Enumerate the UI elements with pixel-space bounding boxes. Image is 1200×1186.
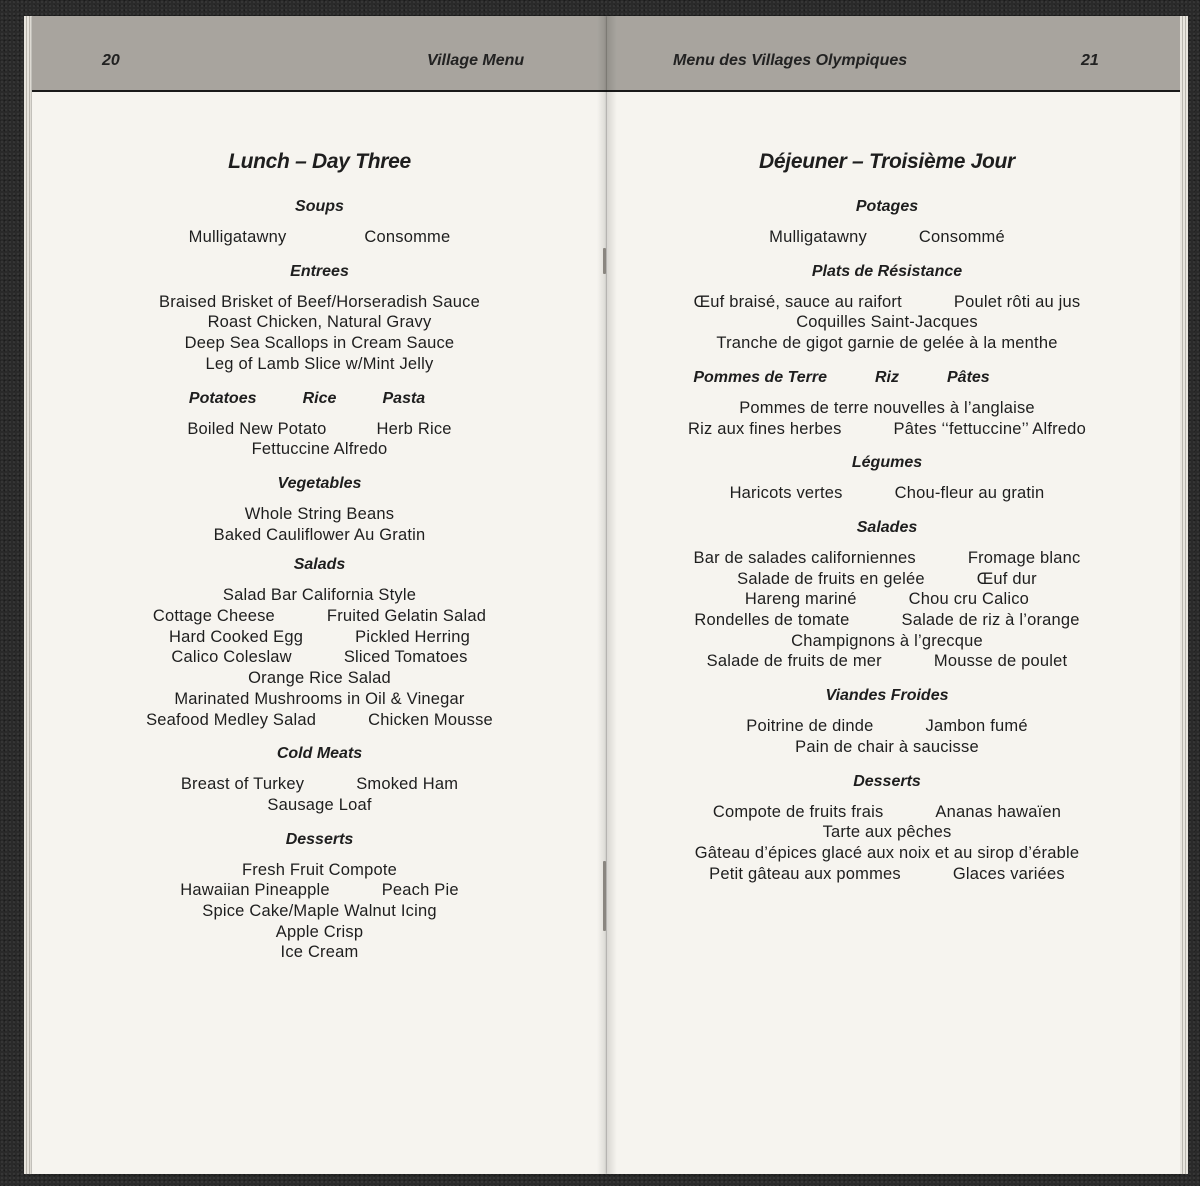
left-soups-section xyxy=(32,198,607,248)
right-starches-section xyxy=(607,369,1167,439)
menu-item: Salad Bar California Style xyxy=(222,586,417,605)
left-salads-row xyxy=(32,627,607,648)
menu-item: Calico Coleslaw xyxy=(171,648,292,667)
menu-item: Consomme xyxy=(364,228,451,246)
menu-item: Hawaiian Pineapple xyxy=(180,881,330,900)
menu-item: Champignons à l’grecque xyxy=(791,631,983,650)
left-menu-title: Lunch – Day Three xyxy=(228,150,411,173)
left-starches-section xyxy=(32,390,607,460)
menu-item: Petit gâteau aux pommes xyxy=(709,864,901,883)
menu-item: Sausage Loaf xyxy=(267,795,372,814)
left-cold-meats-row xyxy=(32,774,607,795)
left-cold-meats-section xyxy=(32,745,607,815)
left-soups-row xyxy=(32,227,607,248)
right-starches-row xyxy=(607,419,1167,440)
menu-item: Chou-fleur au gratin xyxy=(894,484,1045,503)
menu-item: Pâtes ‘‘fettuccine’’ Alfredo xyxy=(893,419,1086,438)
staple-top xyxy=(603,248,606,274)
right-soups-row xyxy=(607,227,1167,248)
page-edges-right xyxy=(1180,16,1188,1174)
menu-item: Pickled Herring xyxy=(355,627,471,646)
right-entrees-heading: Plats de Résistance xyxy=(811,262,963,280)
left-menu-column xyxy=(32,150,607,978)
menu-item: Mulligatawny xyxy=(769,228,867,246)
right-desserts-row xyxy=(607,802,1167,823)
menu-item: Roast Chicken, Natural Gravy xyxy=(207,313,432,332)
menu-item: Fresh Fruit Compote xyxy=(241,860,398,879)
menu-item: Hard Cooked Egg xyxy=(168,627,304,646)
potatoes-heading: Potatoes xyxy=(188,389,257,407)
pasta-heading: Pasta xyxy=(382,389,426,407)
menu-item: Whole String Beans xyxy=(244,504,395,523)
left-vegetables-section xyxy=(32,475,607,545)
menu-item: Pommes de terre nouvelles à l’anglaise xyxy=(739,398,1035,417)
menu-item: Hareng mariné xyxy=(744,590,857,609)
staple-bottom xyxy=(603,861,606,931)
left-page-header xyxy=(32,16,607,92)
potatoes-heading: Pommes de Terre xyxy=(693,368,827,386)
right-vegetables-row xyxy=(607,483,1167,504)
right-vegetables-section xyxy=(607,454,1167,504)
menu-item: Poitrine de dinde xyxy=(746,717,874,736)
right-salads-heading: Salades xyxy=(856,518,918,536)
menu-item: Orange Rice Salad xyxy=(248,669,391,688)
menu-item: Rondelles de tomate xyxy=(694,611,850,630)
menu-item: Gâteau d’épices glacé aux noix et au sirop d’érable xyxy=(694,843,1080,862)
left-desserts-section xyxy=(32,831,607,964)
menu-item: Breast of Turkey xyxy=(180,775,305,794)
left-desserts-heading: Desserts xyxy=(285,830,354,848)
right-running-title: Menu des Villages Olympiques xyxy=(673,52,908,69)
menu-item: Ice Cream xyxy=(280,943,359,962)
menu-item: Salade de fruits de mer xyxy=(706,652,882,671)
menu-item: Smoked Ham xyxy=(356,775,459,794)
menu-item: Cottage Cheese xyxy=(152,607,275,626)
menu-item: Tarte aux pêches xyxy=(822,823,952,842)
left-salads-row xyxy=(32,647,607,668)
right-salads-row xyxy=(607,548,1167,569)
menu-item: Boiled New Potato xyxy=(187,419,327,438)
right-desserts-section xyxy=(607,773,1167,885)
rice-heading: Rice xyxy=(302,389,337,407)
right-soups-section xyxy=(607,198,1167,248)
left-salads-row xyxy=(32,710,607,731)
right-salads-row xyxy=(607,651,1167,672)
right-desserts-row xyxy=(607,864,1167,885)
menu-booklet xyxy=(24,16,1182,1176)
right-entrees-section xyxy=(607,263,1167,354)
right-cold-meats-row xyxy=(607,716,1167,737)
right-salads-row xyxy=(607,610,1167,631)
menu-item: Spice Cake/Maple Walnut Icing xyxy=(202,902,437,921)
right-salads-row xyxy=(607,569,1167,590)
right-vegetables-heading: Légumes xyxy=(851,454,923,472)
menu-item: Sliced Tomatoes xyxy=(343,648,468,667)
left-entrees-heading: Entrees xyxy=(290,262,349,280)
right-starches-headings xyxy=(607,369,1167,387)
right-page xyxy=(607,16,1182,1174)
menu-item: Glaces variées xyxy=(952,864,1065,883)
left-soups-heading: Soups xyxy=(295,198,344,215)
menu-item: Œuf braisé, sauce au raifort xyxy=(693,292,902,311)
menu-item: Haricots vertes xyxy=(729,484,843,503)
right-page-number: 21 xyxy=(1081,52,1099,69)
menu-item: Fruited Gelatin Salad xyxy=(326,607,487,626)
right-cold-meats-section xyxy=(607,687,1167,757)
rice-heading: Riz xyxy=(875,368,899,386)
book-gutter xyxy=(597,16,617,1174)
left-starches-headings xyxy=(32,390,607,408)
menu-item: Chicken Mousse xyxy=(368,710,493,729)
menu-item: Coquilles Saint-Jacques xyxy=(796,313,978,332)
menu-item: Braised Brisket of Beef/Horseradish Sauce xyxy=(159,292,480,311)
right-soups-heading: Potages xyxy=(855,198,919,215)
menu-item: Consommé xyxy=(918,228,1005,246)
menu-item: Salade de fruits en gelée xyxy=(737,569,925,588)
menu-item: Seafood Medley Salad xyxy=(146,710,317,729)
menu-item: Apple Crisp xyxy=(275,922,364,941)
right-cold-meats-heading: Viandes Froides xyxy=(825,687,949,705)
menu-item: Riz aux fines herbes xyxy=(688,419,842,438)
left-starches-row xyxy=(32,419,607,440)
right-salads-row xyxy=(607,589,1167,610)
menu-item: Mulligatawny xyxy=(188,228,287,246)
menu-item: Compote de fruits frais xyxy=(712,802,884,821)
menu-item: Pain de chair à saucisse xyxy=(795,737,979,756)
menu-item: Baked Cauliflower Au Gratin xyxy=(213,525,426,544)
pasta-heading: Pâtes xyxy=(947,368,990,386)
left-salads-section xyxy=(32,556,607,730)
menu-item: Fettuccine Alfredo xyxy=(251,440,388,459)
menu-item: Poulet rôti au jus xyxy=(953,292,1081,311)
menu-item: Salade de riz à l’orange xyxy=(901,611,1080,630)
menu-item: Deep Sea Scallops in Cream Sauce xyxy=(184,334,455,353)
right-salads-section xyxy=(607,519,1167,672)
left-page xyxy=(32,16,607,1174)
menu-item: Peach Pie xyxy=(381,881,459,900)
left-page-number: 20 xyxy=(102,52,120,69)
left-desserts-row xyxy=(32,880,607,901)
left-vegetables-heading: Vegetables xyxy=(277,474,362,492)
menu-item: Tranche de gigot garnie de gelée à la menthe xyxy=(716,334,1058,353)
menu-item: Bar de salades californiennes xyxy=(693,548,916,567)
menu-item: Fromage blanc xyxy=(967,548,1081,567)
left-running-title: Village Menu xyxy=(427,52,525,69)
menu-item: Marinated Mushrooms in Oil & Vinegar xyxy=(174,689,465,708)
left-cold-meats-heading: Cold Meats xyxy=(276,745,363,763)
right-desserts-heading: Desserts xyxy=(853,772,921,790)
menu-item: Chou cru Calico xyxy=(908,590,1030,609)
right-page-header xyxy=(607,16,1182,92)
left-salads-heading: Salads xyxy=(293,556,346,574)
right-menu-column xyxy=(607,150,1167,899)
left-entrees-section xyxy=(32,263,607,375)
menu-item: Mousse de poulet xyxy=(933,652,1068,671)
right-menu-title: Déjeuner – Troisième Jour xyxy=(759,150,1015,173)
menu-item: Leg of Lamb Slice w/Mint Jelly xyxy=(205,354,434,373)
left-salads-row xyxy=(32,606,607,627)
menu-item: Ananas hawaïen xyxy=(935,802,1062,821)
menu-item: Œuf dur xyxy=(976,569,1037,588)
menu-item: Herb Rice xyxy=(376,419,452,438)
right-entrees-row xyxy=(607,292,1167,313)
menu-item: Jambon fumé xyxy=(925,717,1028,736)
